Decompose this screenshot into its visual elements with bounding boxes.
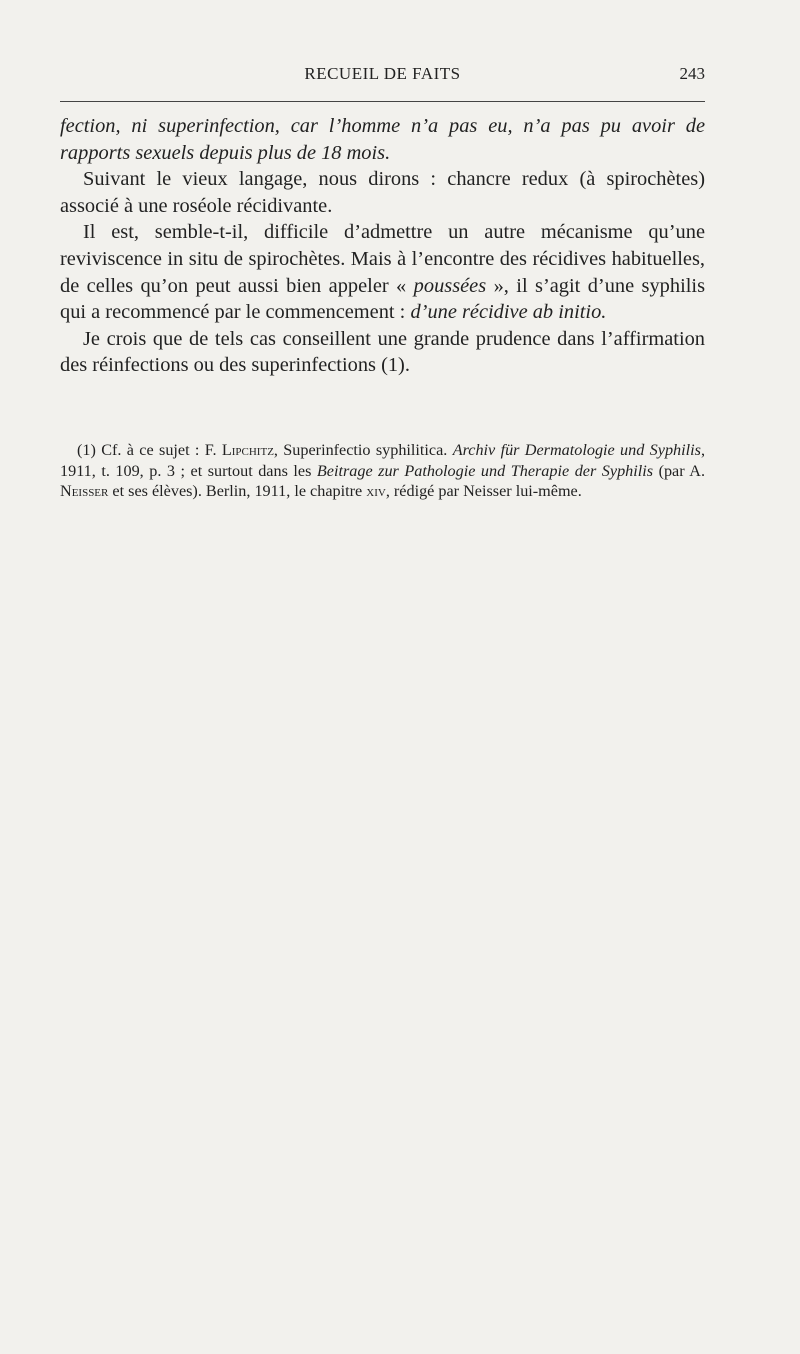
header-rule — [60, 101, 705, 102]
text-segment: , rédigé par Neisser lui-même. — [385, 482, 582, 500]
text-segment: (1) Cf. à ce sujet : F. — [77, 441, 222, 459]
body-paragraph — [60, 166, 705, 219]
text-segment: », il s’agit d’une syphilis qui a recommencé par le commencement : — [60, 274, 706, 324]
page-number: 243 — [679, 64, 705, 83]
text-segment: Je crois que de tels cas conseillent une grande prudence dans l’affirmation des réinfections ou des superinfections (1). — [60, 327, 705, 377]
text-segment: xiv — [366, 482, 386, 500]
running-head: RECUEIL DE FAITS — [304, 64, 461, 83]
text-segment: poussées — [413, 274, 487, 297]
text-segment: Il est, semble-t-il, difficile d’admettre un autre mécanisme qu’une reviviscence in situ de spirochètes. Mais à l’encontre des récidives habituelles, de celles qu’on peut aussi bien appeler « — [60, 221, 705, 297]
text-segment: d’une récidive ab initio. — [410, 301, 607, 324]
text-segment: , 1911, t. 109, p. 3 ; et surtout dans les — [60, 441, 705, 480]
body-text — [60, 113, 705, 379]
text-segment: Beitrage zur Pathologie und Therapie der Syphilis — [316, 461, 654, 480]
footnote-paragraph — [60, 440, 705, 502]
text-segment: Neisser — [60, 482, 109, 500]
body-paragraph — [60, 219, 705, 325]
text-segment: , Superinfectio syphilitica. — [273, 441, 453, 459]
text-segment: Lipchitz — [221, 441, 274, 459]
text-segment: fection, ni superinfection, car l’homme n’a pas eu, n’a pas pu avoir de rapports sexuels depuis plus de 18 mois. — [60, 115, 705, 164]
text-segment: Archiv für Dermatologie und Syphilis — [452, 441, 701, 459]
footnote — [60, 440, 705, 502]
text-segment: Suivant le vieux langage, nous dirons : chancre redux (à spirochètes) associé à une roséole récidivante. — [60, 168, 705, 217]
body-paragraph — [60, 113, 705, 166]
text-segment: (par A. — [653, 461, 705, 480]
text-segment: et ses élèves). Berlin, 1911, le chapitre — [108, 482, 367, 500]
body-paragraph — [60, 326, 705, 379]
page-header — [60, 62, 705, 92]
